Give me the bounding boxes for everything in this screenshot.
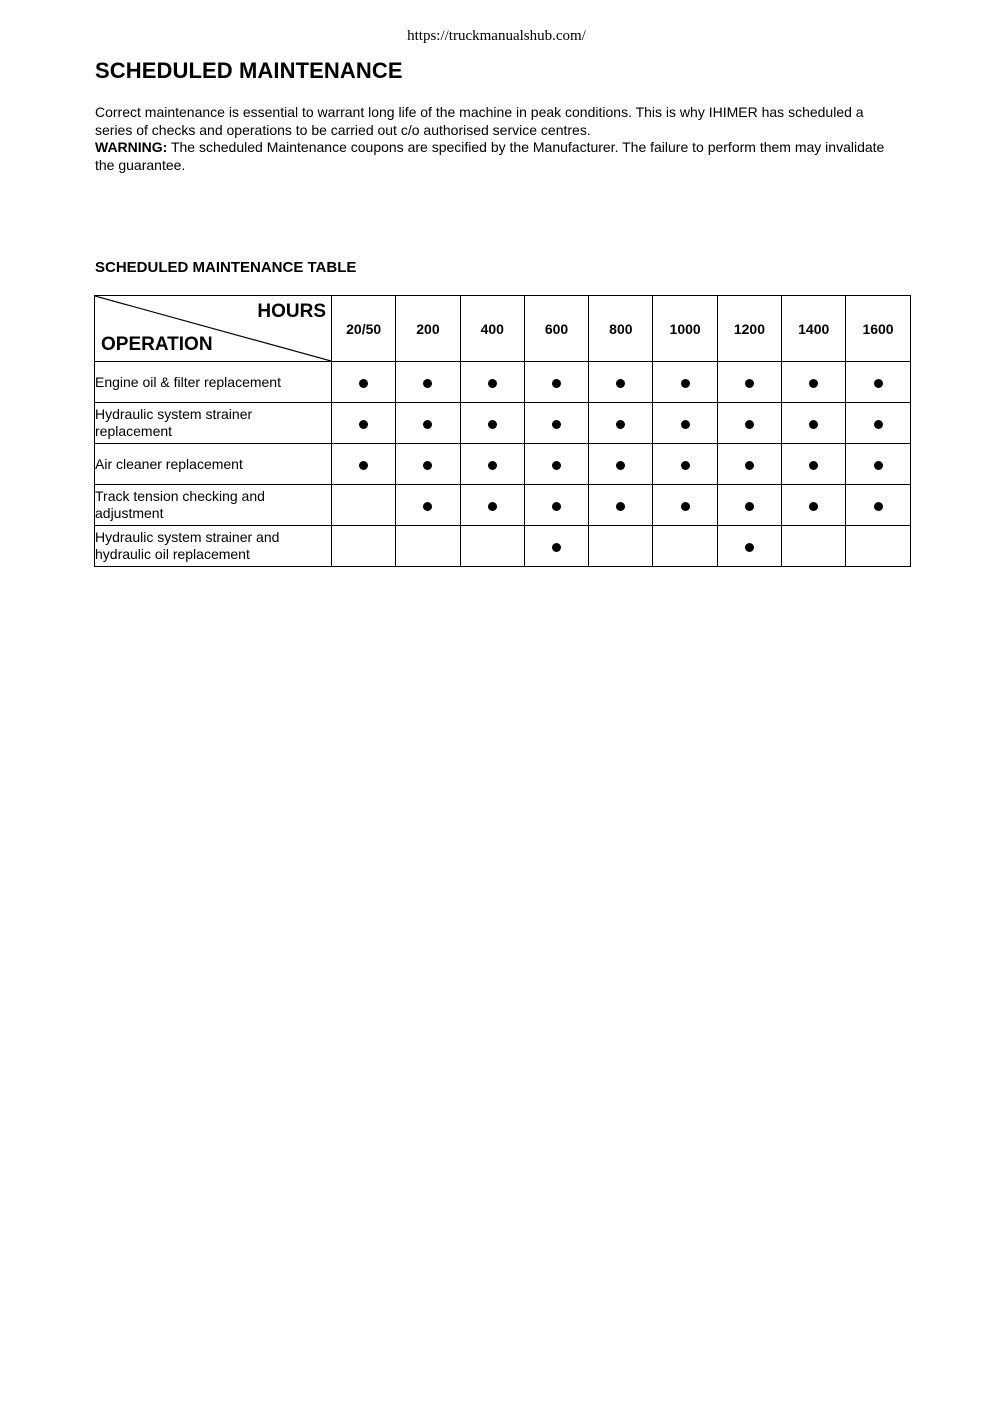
scheduled-dot-icon (488, 502, 497, 511)
schedule-cell (332, 444, 396, 485)
scheduled-dot-icon (552, 502, 561, 511)
hours-column-header: 1200 (717, 296, 781, 362)
scheduled-dot-icon (423, 379, 432, 388)
schedule-cell (589, 485, 653, 526)
scheduled-dot-icon (745, 379, 754, 388)
operation-cell: Hydraulic system strainer replacement (95, 403, 332, 444)
scheduled-dot-icon (681, 502, 690, 511)
intro-block (95, 104, 895, 174)
table-corner-header (95, 296, 332, 362)
schedule-cell (460, 526, 524, 567)
schedule-cell (653, 526, 717, 567)
scheduled-dot-icon (616, 420, 625, 429)
hours-column-header: 20/50 (332, 296, 396, 362)
schedule-cell (717, 444, 781, 485)
scheduled-dot-icon (616, 502, 625, 511)
scheduled-dot-icon (359, 461, 368, 470)
schedule-cell (717, 526, 781, 567)
scheduled-dot-icon (745, 420, 754, 429)
scheduled-dot-icon (423, 461, 432, 470)
schedule-cell (782, 526, 846, 567)
schedule-cell (653, 362, 717, 403)
schedule-cell (589, 526, 653, 567)
table-row (95, 403, 911, 444)
schedule-cell (653, 403, 717, 444)
schedule-cell (524, 403, 588, 444)
schedule-cell (332, 526, 396, 567)
scheduled-dot-icon (809, 420, 818, 429)
warning-text: The scheduled Maintenance coupons are specified by the Manufacturer. The failure to perform them may invalidate the guarantee. (95, 139, 885, 173)
schedule-cell (589, 403, 653, 444)
hours-column-header: 200 (396, 296, 460, 362)
schedule-cell (782, 444, 846, 485)
schedule-cell (717, 403, 781, 444)
scheduled-dot-icon (681, 379, 690, 388)
hours-column-header: 600 (524, 296, 588, 362)
scheduled-dot-icon (745, 502, 754, 511)
schedule-cell (460, 485, 524, 526)
scheduled-dot-icon (423, 420, 432, 429)
scheduled-dot-icon (488, 420, 497, 429)
schedule-cell (846, 362, 910, 403)
hours-column-header: 400 (460, 296, 524, 362)
schedule-cell (396, 444, 460, 485)
schedule-cell (653, 485, 717, 526)
schedule-cell (460, 403, 524, 444)
warning-label: WARNING: (95, 139, 168, 155)
schedule-cell (460, 362, 524, 403)
schedule-cell (717, 362, 781, 403)
schedule-cell (396, 362, 460, 403)
table-header-row (95, 296, 911, 362)
schedule-cell (524, 444, 588, 485)
scheduled-dot-icon (809, 502, 818, 511)
hours-label: HOURS (257, 301, 326, 322)
scheduled-dot-icon (874, 420, 883, 429)
scheduled-dot-icon (552, 420, 561, 429)
scheduled-dot-icon (359, 379, 368, 388)
maintenance-table (94, 295, 911, 567)
scheduled-dot-icon (616, 379, 625, 388)
schedule-cell (846, 444, 910, 485)
operation-cell: Air cleaner replacement (95, 444, 332, 485)
table-row (95, 444, 911, 485)
scheduled-dot-icon (616, 461, 625, 470)
schedule-cell (396, 526, 460, 567)
intro-paragraph: Correct maintenance is essential to warrant long life of the machine in peak conditions. This is why IHIMER has scheduled a series of checks and operations to be carried out c/o authorised service centres. (95, 104, 864, 138)
operation-cell: Engine oil & filter replacement (95, 362, 332, 403)
schedule-cell (589, 362, 653, 403)
schedule-cell (782, 362, 846, 403)
schedule-cell (782, 403, 846, 444)
page-title: SCHEDULED MAINTENANCE (95, 58, 403, 83)
scheduled-dot-icon (552, 461, 561, 470)
scheduled-dot-icon (359, 420, 368, 429)
source-url: https://truckmanualshub.com/ (407, 28, 586, 44)
scheduled-dot-icon (552, 379, 561, 388)
table-row (95, 362, 911, 403)
schedule-cell (332, 403, 396, 444)
schedule-cell (332, 362, 396, 403)
schedule-cell (717, 485, 781, 526)
hours-column-header: 1600 (846, 296, 910, 362)
operation-cell: Track tension checking and adjustment (95, 485, 332, 526)
schedule-cell (524, 526, 588, 567)
scheduled-dot-icon (681, 420, 690, 429)
operation-cell: Hydraulic system strainer and hydraulic oil replacement (95, 526, 332, 567)
schedule-cell (396, 403, 460, 444)
table-row (95, 526, 911, 567)
scheduled-dot-icon (745, 461, 754, 470)
schedule-cell (524, 362, 588, 403)
scheduled-dot-icon (874, 461, 883, 470)
hours-column-header: 1000 (653, 296, 717, 362)
schedule-cell (589, 444, 653, 485)
schedule-cell (782, 485, 846, 526)
scheduled-dot-icon (745, 543, 754, 552)
scheduled-dot-icon (809, 461, 818, 470)
scheduled-dot-icon (809, 379, 818, 388)
warning-paragraph (95, 139, 895, 174)
table-heading: SCHEDULED MAINTENANCE TABLE (95, 259, 357, 276)
scheduled-dot-icon (552, 543, 561, 552)
schedule-cell (460, 444, 524, 485)
scheduled-dot-icon (681, 461, 690, 470)
schedule-cell (653, 444, 717, 485)
scheduled-dot-icon (423, 502, 432, 511)
scheduled-dot-icon (874, 502, 883, 511)
schedule-cell (332, 485, 396, 526)
scheduled-dot-icon (488, 461, 497, 470)
scheduled-dot-icon (488, 379, 497, 388)
schedule-cell (846, 403, 910, 444)
schedule-cell (846, 485, 910, 526)
scheduled-dot-icon (874, 379, 883, 388)
hours-column-header: 800 (589, 296, 653, 362)
table-row (95, 485, 911, 526)
table-body (95, 362, 911, 567)
hours-column-header: 1400 (782, 296, 846, 362)
schedule-cell (524, 485, 588, 526)
operation-label: OPERATION (101, 334, 213, 355)
schedule-cell (396, 485, 460, 526)
schedule-cell (846, 526, 910, 567)
